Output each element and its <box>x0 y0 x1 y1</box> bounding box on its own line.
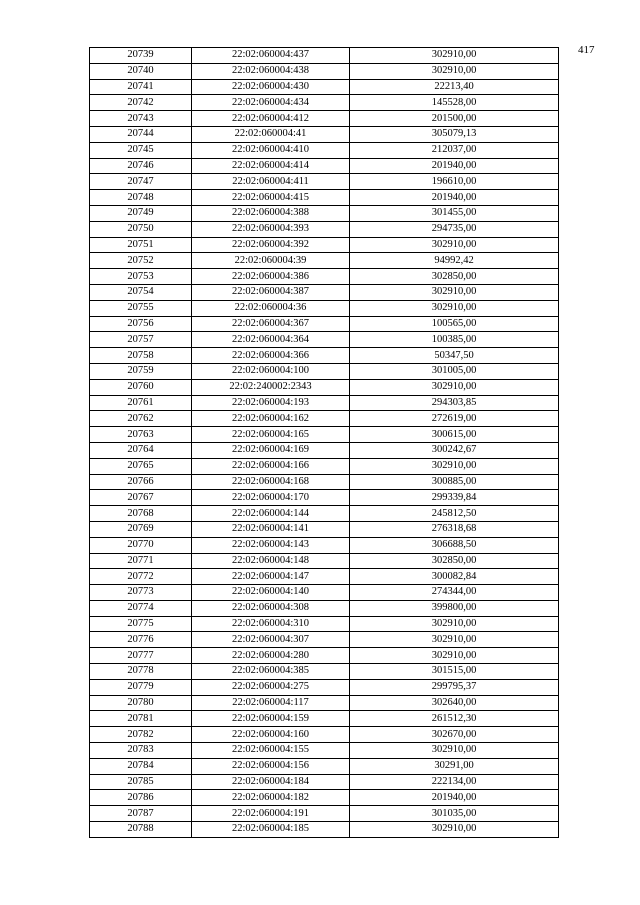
value-cell: 302910,00 <box>350 632 559 648</box>
row-number-cell: 20768 <box>90 506 192 522</box>
value-cell: 302640,00 <box>350 695 559 711</box>
table-row <box>90 632 559 648</box>
cadastral-number-cell: 22:02:060004:367 <box>192 316 350 332</box>
table-row <box>90 774 559 790</box>
value-cell: 299795,37 <box>350 679 559 695</box>
page-number: 417 <box>578 44 595 56</box>
table-row <box>90 190 559 206</box>
table-row <box>90 490 559 506</box>
value-cell: 301005,00 <box>350 363 559 379</box>
cadastral-number-cell: 22:02:060004:159 <box>192 711 350 727</box>
cadastral-number-cell: 22:02:060004:148 <box>192 553 350 569</box>
table-row <box>90 363 559 379</box>
table-row <box>90 585 559 601</box>
cadastral-number-cell: 22:02:060004:191 <box>192 806 350 822</box>
table-row <box>90 174 559 190</box>
table-row <box>90 806 559 822</box>
row-number-cell: 20747 <box>90 174 192 190</box>
value-cell: 302910,00 <box>350 379 559 395</box>
table-row <box>90 727 559 743</box>
cadastral-number-cell: 22:02:060004:162 <box>192 411 350 427</box>
row-number-cell: 20770 <box>90 537 192 553</box>
value-cell: 294303,85 <box>350 395 559 411</box>
value-cell: 300242,67 <box>350 442 559 458</box>
value-cell: 300082,84 <box>350 569 559 585</box>
cadastral-number-cell: 22:02:060004:388 <box>192 205 350 221</box>
value-cell: 300615,00 <box>350 427 559 443</box>
value-cell: 145528,00 <box>350 95 559 111</box>
value-cell: 302670,00 <box>350 727 559 743</box>
registry-table <box>89 47 559 838</box>
row-number-cell: 20763 <box>90 427 192 443</box>
value-cell: 272619,00 <box>350 411 559 427</box>
value-cell: 94992,42 <box>350 253 559 269</box>
table-row <box>90 79 559 95</box>
row-number-cell: 20783 <box>90 743 192 759</box>
cadastral-number-cell: 22:02:060004:39 <box>192 253 350 269</box>
value-cell: 305079,13 <box>350 126 559 142</box>
cadastral-number-cell: 22:02:060004:160 <box>192 727 350 743</box>
cadastral-number-cell: 22:02:060004:411 <box>192 174 350 190</box>
table-row <box>90 300 559 316</box>
table-row <box>90 158 559 174</box>
row-number-cell: 20787 <box>90 806 192 822</box>
table-row <box>90 442 559 458</box>
cadastral-number-cell: 22:02:060004:392 <box>192 237 350 253</box>
row-number-cell: 20751 <box>90 237 192 253</box>
cadastral-number-cell: 22:02:060004:117 <box>192 695 350 711</box>
cadastral-number-cell: 22:02:060004:169 <box>192 442 350 458</box>
table-row <box>90 63 559 79</box>
cadastral-number-cell: 22:02:060004:430 <box>192 79 350 95</box>
table-row <box>90 648 559 664</box>
cadastral-number-cell: 22:02:060004:280 <box>192 648 350 664</box>
value-cell: 302910,00 <box>350 237 559 253</box>
cadastral-number-cell: 22:02:060004:100 <box>192 363 350 379</box>
table-row <box>90 506 559 522</box>
row-number-cell: 20784 <box>90 758 192 774</box>
table-row <box>90 284 559 300</box>
row-number-cell: 20745 <box>90 142 192 158</box>
value-cell: 100385,00 <box>350 332 559 348</box>
cadastral-number-cell: 22:02:060004:307 <box>192 632 350 648</box>
cadastral-number-cell: 22:02:060004:414 <box>192 158 350 174</box>
cadastral-number-cell: 22:02:060004:387 <box>192 284 350 300</box>
row-number-cell: 20786 <box>90 790 192 806</box>
table-row <box>90 569 559 585</box>
table-row <box>90 537 559 553</box>
row-number-cell: 20740 <box>90 63 192 79</box>
value-cell: 301515,00 <box>350 664 559 680</box>
row-number-cell: 20750 <box>90 221 192 237</box>
value-cell: 302910,00 <box>350 458 559 474</box>
table-row <box>90 48 559 64</box>
table-row <box>90 142 559 158</box>
value-cell: 245812,50 <box>350 506 559 522</box>
cadastral-number-cell: 22:02:060004:386 <box>192 269 350 285</box>
cadastral-number-cell: 22:02:060004:412 <box>192 111 350 127</box>
row-number-cell: 20779 <box>90 679 192 695</box>
row-number-cell: 20776 <box>90 632 192 648</box>
cadastral-number-cell: 22:02:060004:385 <box>192 664 350 680</box>
cadastral-number-cell: 22:02:060004:141 <box>192 521 350 537</box>
cadastral-number-cell: 22:02:060004:410 <box>192 142 350 158</box>
table-row <box>90 521 559 537</box>
table-row <box>90 743 559 759</box>
row-number-cell: 20753 <box>90 269 192 285</box>
row-number-cell: 20755 <box>90 300 192 316</box>
value-cell: 302850,00 <box>350 553 559 569</box>
row-number-cell: 20749 <box>90 205 192 221</box>
row-number-cell: 20780 <box>90 695 192 711</box>
cadastral-number-cell: 22:02:060004:168 <box>192 474 350 490</box>
cadastral-number-cell: 22:02:060004:165 <box>192 427 350 443</box>
table-row <box>90 269 559 285</box>
cadastral-number-cell: 22:02:240002:2343 <box>192 379 350 395</box>
cadastral-number-cell: 22:02:060004:155 <box>192 743 350 759</box>
value-cell: 201940,00 <box>350 190 559 206</box>
row-number-cell: 20742 <box>90 95 192 111</box>
row-number-cell: 20756 <box>90 316 192 332</box>
value-cell: 302910,00 <box>350 616 559 632</box>
value-cell: 302850,00 <box>350 269 559 285</box>
cadastral-number-cell: 22:02:060004:140 <box>192 585 350 601</box>
value-cell: 222134,00 <box>350 774 559 790</box>
value-cell: 201940,00 <box>350 158 559 174</box>
table-row <box>90 395 559 411</box>
cadastral-number-cell: 22:02:060004:182 <box>192 790 350 806</box>
cadastral-number-cell: 22:02:060004:36 <box>192 300 350 316</box>
row-number-cell: 20777 <box>90 648 192 664</box>
cadastral-number-cell: 22:02:060004:166 <box>192 458 350 474</box>
cadastral-number-cell: 22:02:060004:366 <box>192 348 350 364</box>
table-row <box>90 679 559 695</box>
table-row <box>90 616 559 632</box>
row-number-cell: 20778 <box>90 664 192 680</box>
row-number-cell: 20767 <box>90 490 192 506</box>
row-number-cell: 20772 <box>90 569 192 585</box>
table-row <box>90 221 559 237</box>
cadastral-number-cell: 22:02:060004:275 <box>192 679 350 695</box>
value-cell: 302910,00 <box>350 300 559 316</box>
value-cell: 30291,00 <box>350 758 559 774</box>
table-row <box>90 332 559 348</box>
value-cell: 201500,00 <box>350 111 559 127</box>
row-number-cell: 20785 <box>90 774 192 790</box>
cadastral-number-cell: 22:02:060004:156 <box>192 758 350 774</box>
cadastral-number-cell: 22:02:060004:434 <box>192 95 350 111</box>
cadastral-number-cell: 22:02:060004:364 <box>192 332 350 348</box>
row-number-cell: 20754 <box>90 284 192 300</box>
table-row <box>90 553 559 569</box>
cadastral-number-cell: 22:02:060004:437 <box>192 48 350 64</box>
value-cell: 299339,84 <box>350 490 559 506</box>
cadastral-number-cell: 22:02:060004:393 <box>192 221 350 237</box>
cadastral-number-cell: 22:02:060004:415 <box>192 190 350 206</box>
row-number-cell: 20775 <box>90 616 192 632</box>
table-row <box>90 379 559 395</box>
row-number-cell: 20774 <box>90 600 192 616</box>
table-row <box>90 348 559 364</box>
row-number-cell: 20762 <box>90 411 192 427</box>
row-number-cell: 20748 <box>90 190 192 206</box>
table-row <box>90 205 559 221</box>
value-cell: 50347,50 <box>350 348 559 364</box>
cadastral-number-cell: 22:02:060004:310 <box>192 616 350 632</box>
row-number-cell: 20744 <box>90 126 192 142</box>
table-row <box>90 695 559 711</box>
value-cell: 306688,50 <box>350 537 559 553</box>
table-row <box>90 111 559 127</box>
row-number-cell: 20739 <box>90 48 192 64</box>
cadastral-number-cell: 22:02:060004:147 <box>192 569 350 585</box>
value-cell: 302910,00 <box>350 48 559 64</box>
row-number-cell: 20764 <box>90 442 192 458</box>
row-number-cell: 20769 <box>90 521 192 537</box>
row-number-cell: 20752 <box>90 253 192 269</box>
value-cell: 201940,00 <box>350 790 559 806</box>
table-row <box>90 253 559 269</box>
value-cell: 274344,00 <box>350 585 559 601</box>
value-cell: 22213,40 <box>350 79 559 95</box>
value-cell: 302910,00 <box>350 822 559 838</box>
row-number-cell: 20788 <box>90 822 192 838</box>
value-cell: 302910,00 <box>350 743 559 759</box>
value-cell: 261512,30 <box>350 711 559 727</box>
row-number-cell: 20765 <box>90 458 192 474</box>
table-row <box>90 316 559 332</box>
value-cell: 100565,00 <box>350 316 559 332</box>
value-cell: 212037,00 <box>350 142 559 158</box>
row-number-cell: 20741 <box>90 79 192 95</box>
row-number-cell: 20746 <box>90 158 192 174</box>
table-row <box>90 822 559 838</box>
cadastral-number-cell: 22:02:060004:184 <box>192 774 350 790</box>
row-number-cell: 20760 <box>90 379 192 395</box>
value-cell: 399800,00 <box>350 600 559 616</box>
row-number-cell: 20773 <box>90 585 192 601</box>
cadastral-number-cell: 22:02:060004:144 <box>192 506 350 522</box>
table-row <box>90 237 559 253</box>
value-cell: 196610,00 <box>350 174 559 190</box>
value-cell: 302910,00 <box>350 63 559 79</box>
value-cell: 302910,00 <box>350 284 559 300</box>
registry-table-body <box>90 48 559 838</box>
value-cell: 294735,00 <box>350 221 559 237</box>
table-row <box>90 126 559 142</box>
value-cell: 302910,00 <box>350 648 559 664</box>
row-number-cell: 20782 <box>90 727 192 743</box>
cadastral-number-cell: 22:02:060004:193 <box>192 395 350 411</box>
value-cell: 301455,00 <box>350 205 559 221</box>
row-number-cell: 20766 <box>90 474 192 490</box>
table-row <box>90 458 559 474</box>
row-number-cell: 20758 <box>90 348 192 364</box>
cadastral-number-cell: 22:02:060004:143 <box>192 537 350 553</box>
table-row <box>90 411 559 427</box>
table-row <box>90 758 559 774</box>
value-cell: 300885,00 <box>350 474 559 490</box>
row-number-cell: 20771 <box>90 553 192 569</box>
table-row <box>90 427 559 443</box>
row-number-cell: 20759 <box>90 363 192 379</box>
table-row <box>90 600 559 616</box>
cadastral-number-cell: 22:02:060004:170 <box>192 490 350 506</box>
table-row <box>90 664 559 680</box>
value-cell: 276318,68 <box>350 521 559 537</box>
row-number-cell: 20761 <box>90 395 192 411</box>
value-cell: 301035,00 <box>350 806 559 822</box>
cadastral-number-cell: 22:02:060004:438 <box>192 63 350 79</box>
table-row <box>90 95 559 111</box>
table-row <box>90 474 559 490</box>
table-row <box>90 790 559 806</box>
row-number-cell: 20757 <box>90 332 192 348</box>
cadastral-number-cell: 22:02:060004:41 <box>192 126 350 142</box>
row-number-cell: 20781 <box>90 711 192 727</box>
row-number-cell: 20743 <box>90 111 192 127</box>
cadastral-number-cell: 22:02:060004:308 <box>192 600 350 616</box>
cadastral-number-cell: 22:02:060004:185 <box>192 822 350 838</box>
table-row <box>90 711 559 727</box>
